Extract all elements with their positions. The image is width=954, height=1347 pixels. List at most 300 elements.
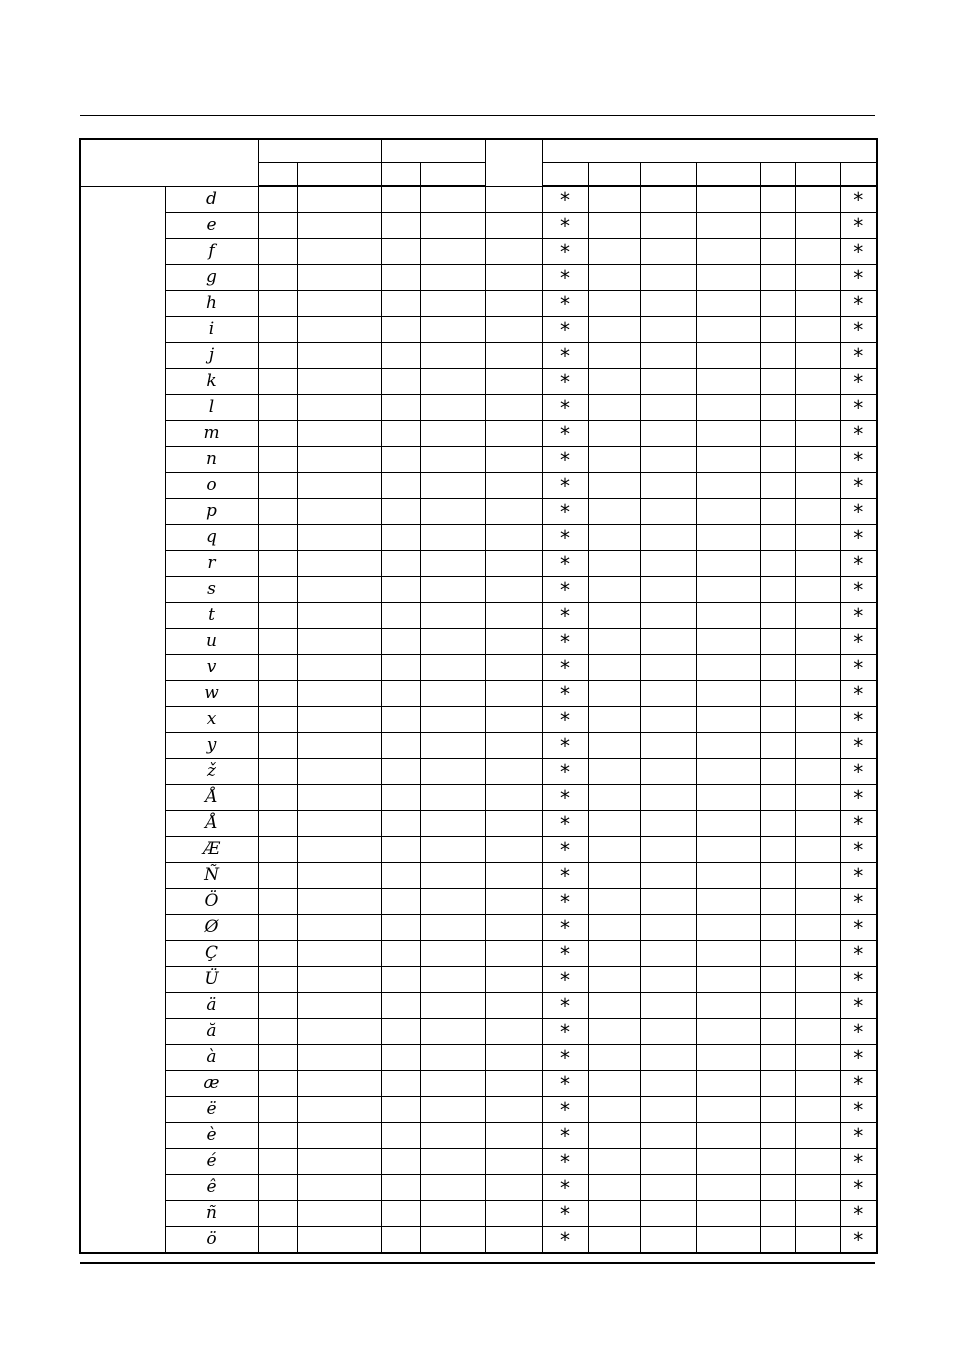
empty-cell bbox=[297, 317, 381, 343]
mark-cell-b: * bbox=[840, 551, 877, 577]
glyph-cell: y bbox=[165, 733, 258, 759]
mark-cell-b: * bbox=[840, 421, 877, 447]
empty-cell bbox=[381, 577, 420, 603]
table-row bbox=[80, 1071, 877, 1097]
empty-cell bbox=[795, 759, 840, 785]
empty-cell bbox=[381, 811, 420, 837]
mark-cell-a: * bbox=[542, 1227, 588, 1254]
empty-cell bbox=[297, 1227, 381, 1254]
mark-cell-a: * bbox=[542, 395, 588, 421]
empty-cell bbox=[696, 967, 760, 993]
empty-cell bbox=[381, 681, 420, 707]
empty-cell bbox=[485, 785, 542, 811]
mark-cell-a: * bbox=[542, 785, 588, 811]
mark-cell-a: * bbox=[542, 473, 588, 499]
empty-cell bbox=[420, 811, 485, 837]
empty-cell bbox=[258, 395, 297, 421]
empty-cell bbox=[760, 837, 795, 863]
glyph-cell: h bbox=[165, 291, 258, 317]
empty-cell bbox=[696, 343, 760, 369]
empty-cell bbox=[381, 993, 420, 1019]
empty-cell bbox=[381, 525, 420, 551]
glyph-cell: ö bbox=[165, 1227, 258, 1254]
mark-cell-b: * bbox=[840, 1227, 877, 1254]
mark-cell-b: * bbox=[840, 759, 877, 785]
table-row bbox=[80, 655, 877, 681]
empty-cell bbox=[485, 707, 542, 733]
empty-cell bbox=[588, 1227, 640, 1254]
empty-cell bbox=[485, 239, 542, 265]
empty-cell bbox=[760, 473, 795, 499]
table-row bbox=[80, 1201, 877, 1227]
empty-cell bbox=[588, 551, 640, 577]
mark-cell-b: * bbox=[840, 525, 877, 551]
mark-cell-a: * bbox=[542, 603, 588, 629]
empty-cell bbox=[640, 1227, 696, 1254]
empty-cell bbox=[696, 186, 760, 213]
table-row bbox=[80, 239, 877, 265]
table-row bbox=[80, 811, 877, 837]
table-row bbox=[80, 915, 877, 941]
mark-cell-a: * bbox=[542, 213, 588, 239]
empty-cell bbox=[381, 941, 420, 967]
empty-cell bbox=[640, 759, 696, 785]
empty-cell bbox=[795, 811, 840, 837]
empty-cell bbox=[588, 186, 640, 213]
empty-cell bbox=[795, 1045, 840, 1071]
table-row bbox=[80, 525, 877, 551]
glyph-cell: n bbox=[165, 447, 258, 473]
mark-cell-b: * bbox=[840, 1045, 877, 1071]
empty-cell bbox=[297, 1071, 381, 1097]
empty-cell bbox=[696, 291, 760, 317]
empty-cell bbox=[696, 629, 760, 655]
empty-cell bbox=[381, 785, 420, 811]
empty-cell bbox=[420, 213, 485, 239]
empty-cell bbox=[381, 499, 420, 525]
mark-cell-a: * bbox=[542, 655, 588, 681]
mark-cell-a: * bbox=[542, 186, 588, 213]
empty-cell bbox=[588, 1045, 640, 1071]
empty-cell bbox=[640, 213, 696, 239]
mark-cell-b: * bbox=[840, 291, 877, 317]
empty-cell bbox=[297, 967, 381, 993]
mark-cell-a: * bbox=[542, 525, 588, 551]
empty-cell bbox=[485, 1149, 542, 1175]
empty-cell bbox=[588, 863, 640, 889]
empty-cell bbox=[485, 551, 542, 577]
empty-cell bbox=[420, 1097, 485, 1123]
empty-cell bbox=[420, 239, 485, 265]
empty-cell bbox=[588, 1071, 640, 1097]
empty-cell bbox=[297, 993, 381, 1019]
empty-cell bbox=[640, 1123, 696, 1149]
empty-cell bbox=[297, 681, 381, 707]
glyph-cell: à bbox=[165, 1045, 258, 1071]
mark-cell-a: * bbox=[542, 343, 588, 369]
mark-cell-a: * bbox=[542, 1149, 588, 1175]
top-rule bbox=[80, 115, 875, 116]
empty-cell bbox=[297, 577, 381, 603]
empty-cell bbox=[640, 915, 696, 941]
empty-cell bbox=[795, 629, 840, 655]
mark-cell-a: * bbox=[542, 889, 588, 915]
empty-cell bbox=[297, 369, 381, 395]
empty-cell bbox=[297, 759, 381, 785]
empty-cell bbox=[795, 681, 840, 707]
empty-cell bbox=[640, 1175, 696, 1201]
empty-cell bbox=[696, 473, 760, 499]
empty-cell bbox=[420, 525, 485, 551]
empty-cell bbox=[258, 1149, 297, 1175]
glyph-cell: t bbox=[165, 603, 258, 629]
empty-cell bbox=[381, 186, 420, 213]
empty-cell bbox=[760, 577, 795, 603]
table-row bbox=[80, 395, 877, 421]
empty-cell bbox=[485, 291, 542, 317]
glyph-cell: g bbox=[165, 265, 258, 291]
empty-cell bbox=[760, 265, 795, 291]
empty-cell bbox=[588, 577, 640, 603]
empty-cell bbox=[381, 759, 420, 785]
empty-cell bbox=[696, 395, 760, 421]
empty-cell bbox=[258, 1045, 297, 1071]
empty-cell bbox=[795, 343, 840, 369]
mark-cell-a: * bbox=[542, 447, 588, 473]
empty-cell bbox=[696, 681, 760, 707]
empty-cell bbox=[485, 655, 542, 681]
empty-cell bbox=[420, 1019, 485, 1045]
empty-cell bbox=[640, 1201, 696, 1227]
header-row-1 bbox=[80, 139, 877, 163]
empty-cell bbox=[485, 213, 542, 239]
mark-cell-b: * bbox=[840, 1149, 877, 1175]
empty-cell bbox=[258, 551, 297, 577]
empty-cell bbox=[795, 993, 840, 1019]
subheader-cell bbox=[381, 163, 420, 187]
glyph-cell: æ bbox=[165, 1071, 258, 1097]
glyph-cell: q bbox=[165, 525, 258, 551]
mark-cell-b: * bbox=[840, 837, 877, 863]
empty-cell bbox=[420, 1175, 485, 1201]
empty-cell bbox=[381, 1201, 420, 1227]
empty-cell bbox=[795, 1019, 840, 1045]
glyph-cell: w bbox=[165, 681, 258, 707]
empty-cell bbox=[760, 1019, 795, 1045]
table-row bbox=[80, 213, 877, 239]
empty-cell bbox=[258, 473, 297, 499]
empty-cell bbox=[297, 1175, 381, 1201]
empty-cell bbox=[420, 395, 485, 421]
empty-cell bbox=[795, 1123, 840, 1149]
empty-cell bbox=[795, 863, 840, 889]
empty-cell bbox=[588, 1175, 640, 1201]
table-row bbox=[80, 603, 877, 629]
empty-cell bbox=[795, 967, 840, 993]
empty-cell bbox=[696, 837, 760, 863]
empty-cell bbox=[588, 681, 640, 707]
empty-cell bbox=[760, 186, 795, 213]
empty-cell bbox=[760, 681, 795, 707]
empty-cell bbox=[640, 499, 696, 525]
empty-cell bbox=[588, 1149, 640, 1175]
empty-cell bbox=[795, 265, 840, 291]
empty-cell bbox=[640, 941, 696, 967]
subheader-cell bbox=[696, 163, 760, 187]
empty-cell bbox=[485, 369, 542, 395]
empty-cell bbox=[588, 941, 640, 967]
empty-cell bbox=[696, 785, 760, 811]
mark-cell-b: * bbox=[840, 603, 877, 629]
empty-cell bbox=[381, 1019, 420, 1045]
empty-cell bbox=[420, 551, 485, 577]
glyph-cell: f bbox=[165, 239, 258, 265]
empty-cell bbox=[420, 186, 485, 213]
empty-cell bbox=[640, 785, 696, 811]
empty-cell bbox=[795, 707, 840, 733]
empty-cell bbox=[696, 655, 760, 681]
mark-cell-a: * bbox=[542, 733, 588, 759]
subheader-cell bbox=[258, 163, 297, 187]
empty-cell bbox=[760, 785, 795, 811]
table-row bbox=[80, 993, 877, 1019]
empty-cell bbox=[258, 343, 297, 369]
empty-cell bbox=[258, 317, 297, 343]
mark-cell-a: * bbox=[542, 239, 588, 265]
empty-cell bbox=[696, 213, 760, 239]
mark-cell-b: * bbox=[840, 993, 877, 1019]
empty-cell bbox=[420, 265, 485, 291]
empty-cell bbox=[588, 1097, 640, 1123]
empty-cell bbox=[760, 863, 795, 889]
mark-cell-a: * bbox=[542, 681, 588, 707]
empty-cell bbox=[297, 395, 381, 421]
empty-cell bbox=[588, 1201, 640, 1227]
empty-cell bbox=[640, 707, 696, 733]
empty-cell bbox=[381, 473, 420, 499]
empty-cell bbox=[760, 525, 795, 551]
empty-cell bbox=[760, 317, 795, 343]
empty-cell bbox=[795, 1097, 840, 1123]
empty-cell bbox=[485, 837, 542, 863]
empty-cell bbox=[297, 343, 381, 369]
empty-cell bbox=[258, 291, 297, 317]
mark-cell-b: * bbox=[840, 707, 877, 733]
empty-cell bbox=[381, 655, 420, 681]
table-row bbox=[80, 889, 877, 915]
empty-cell bbox=[696, 1201, 760, 1227]
empty-cell bbox=[588, 655, 640, 681]
empty-cell bbox=[760, 1227, 795, 1254]
empty-cell bbox=[795, 421, 840, 447]
glyph-cell: Å bbox=[165, 785, 258, 811]
mark-cell-b: * bbox=[840, 239, 877, 265]
row-group-label-cell bbox=[80, 186, 165, 1253]
empty-cell bbox=[640, 993, 696, 1019]
empty-cell bbox=[588, 837, 640, 863]
empty-cell bbox=[696, 317, 760, 343]
empty-cell bbox=[420, 681, 485, 707]
empty-cell bbox=[696, 1123, 760, 1149]
table-row bbox=[80, 343, 877, 369]
empty-cell bbox=[420, 473, 485, 499]
table-row bbox=[80, 265, 877, 291]
glyph-cell: è bbox=[165, 1123, 258, 1149]
glyph-cell: ă bbox=[165, 1019, 258, 1045]
empty-cell bbox=[760, 239, 795, 265]
glyph-cell: Ü bbox=[165, 967, 258, 993]
empty-cell bbox=[760, 1149, 795, 1175]
glyph-cell: m bbox=[165, 421, 258, 447]
empty-cell bbox=[640, 837, 696, 863]
empty-cell bbox=[297, 213, 381, 239]
mark-cell-b: * bbox=[840, 733, 877, 759]
empty-cell bbox=[795, 525, 840, 551]
empty-cell bbox=[420, 629, 485, 655]
table-row bbox=[80, 1123, 877, 1149]
empty-cell bbox=[696, 941, 760, 967]
empty-cell bbox=[795, 186, 840, 213]
empty-cell bbox=[258, 655, 297, 681]
empty-cell bbox=[760, 1097, 795, 1123]
empty-cell bbox=[640, 186, 696, 213]
empty-cell bbox=[258, 186, 297, 213]
empty-cell bbox=[588, 1019, 640, 1045]
empty-cell bbox=[640, 421, 696, 447]
empty-cell bbox=[485, 603, 542, 629]
empty-cell bbox=[640, 603, 696, 629]
empty-cell bbox=[485, 733, 542, 759]
empty-cell bbox=[696, 733, 760, 759]
empty-cell bbox=[485, 525, 542, 551]
empty-cell bbox=[420, 499, 485, 525]
mark-cell-b: * bbox=[840, 186, 877, 213]
empty-cell bbox=[588, 1123, 640, 1149]
empty-cell bbox=[420, 421, 485, 447]
empty-cell bbox=[297, 915, 381, 941]
glyph-cell: Ø bbox=[165, 915, 258, 941]
empty-cell bbox=[588, 343, 640, 369]
empty-cell bbox=[588, 889, 640, 915]
empty-cell bbox=[485, 1097, 542, 1123]
empty-cell bbox=[640, 863, 696, 889]
empty-cell bbox=[795, 291, 840, 317]
empty-cell bbox=[588, 759, 640, 785]
empty-cell bbox=[795, 473, 840, 499]
empty-cell bbox=[640, 967, 696, 993]
glyph-cell: e bbox=[165, 213, 258, 239]
empty-cell bbox=[485, 186, 542, 213]
empty-cell bbox=[696, 811, 760, 837]
empty-cell bbox=[420, 785, 485, 811]
empty-cell bbox=[588, 317, 640, 343]
glyph-cell: l bbox=[165, 395, 258, 421]
empty-cell bbox=[420, 733, 485, 759]
empty-cell bbox=[485, 1045, 542, 1071]
empty-cell bbox=[795, 239, 840, 265]
empty-cell bbox=[760, 811, 795, 837]
empty-cell bbox=[588, 291, 640, 317]
empty-cell bbox=[588, 473, 640, 499]
mark-cell-b: * bbox=[840, 213, 877, 239]
empty-cell bbox=[297, 733, 381, 759]
empty-cell bbox=[588, 447, 640, 473]
empty-cell bbox=[640, 317, 696, 343]
mark-cell-a: * bbox=[542, 1045, 588, 1071]
empty-cell bbox=[795, 733, 840, 759]
empty-cell bbox=[420, 889, 485, 915]
empty-cell bbox=[381, 915, 420, 941]
empty-cell bbox=[297, 499, 381, 525]
empty-cell bbox=[258, 993, 297, 1019]
empty-cell bbox=[258, 863, 297, 889]
table-row bbox=[80, 967, 877, 993]
table-row bbox=[80, 681, 877, 707]
mark-cell-a: * bbox=[542, 499, 588, 525]
empty-cell bbox=[297, 1097, 381, 1123]
empty-cell bbox=[258, 1019, 297, 1045]
empty-cell bbox=[381, 629, 420, 655]
table-row bbox=[80, 941, 877, 967]
glyph-cell: s bbox=[165, 577, 258, 603]
mark-cell-a: * bbox=[542, 265, 588, 291]
glyph-cell: ž bbox=[165, 759, 258, 785]
empty-cell bbox=[696, 1227, 760, 1254]
empty-cell bbox=[381, 837, 420, 863]
empty-cell bbox=[760, 291, 795, 317]
empty-cell bbox=[420, 447, 485, 473]
glyph-cell: r bbox=[165, 551, 258, 577]
table-row bbox=[80, 421, 877, 447]
empty-cell bbox=[258, 915, 297, 941]
table-row bbox=[80, 863, 877, 889]
empty-cell bbox=[420, 941, 485, 967]
empty-cell bbox=[588, 239, 640, 265]
empty-cell bbox=[420, 863, 485, 889]
empty-cell bbox=[420, 915, 485, 941]
table-row bbox=[80, 551, 877, 577]
empty-cell bbox=[297, 863, 381, 889]
mark-cell-a: * bbox=[542, 421, 588, 447]
empty-cell bbox=[795, 655, 840, 681]
mark-cell-b: * bbox=[840, 941, 877, 967]
subheader-cell bbox=[588, 163, 640, 187]
mark-cell-b: * bbox=[840, 577, 877, 603]
empty-cell bbox=[485, 1201, 542, 1227]
glyph-cell: ë bbox=[165, 1097, 258, 1123]
mark-cell-b: * bbox=[840, 863, 877, 889]
empty-cell bbox=[696, 551, 760, 577]
empty-cell bbox=[420, 993, 485, 1019]
empty-cell bbox=[760, 421, 795, 447]
empty-cell bbox=[420, 1045, 485, 1071]
empty-cell bbox=[640, 551, 696, 577]
empty-cell bbox=[760, 889, 795, 915]
empty-cell bbox=[485, 421, 542, 447]
empty-cell bbox=[258, 239, 297, 265]
empty-cell bbox=[640, 681, 696, 707]
empty-cell bbox=[420, 967, 485, 993]
subheader-cell bbox=[840, 163, 877, 187]
mark-cell-a: * bbox=[542, 1123, 588, 1149]
empty-cell bbox=[258, 837, 297, 863]
empty-cell bbox=[297, 1123, 381, 1149]
empty-cell bbox=[258, 811, 297, 837]
empty-cell bbox=[258, 369, 297, 395]
glyph-cell: d bbox=[165, 186, 258, 213]
empty-cell bbox=[297, 1201, 381, 1227]
empty-cell bbox=[696, 993, 760, 1019]
